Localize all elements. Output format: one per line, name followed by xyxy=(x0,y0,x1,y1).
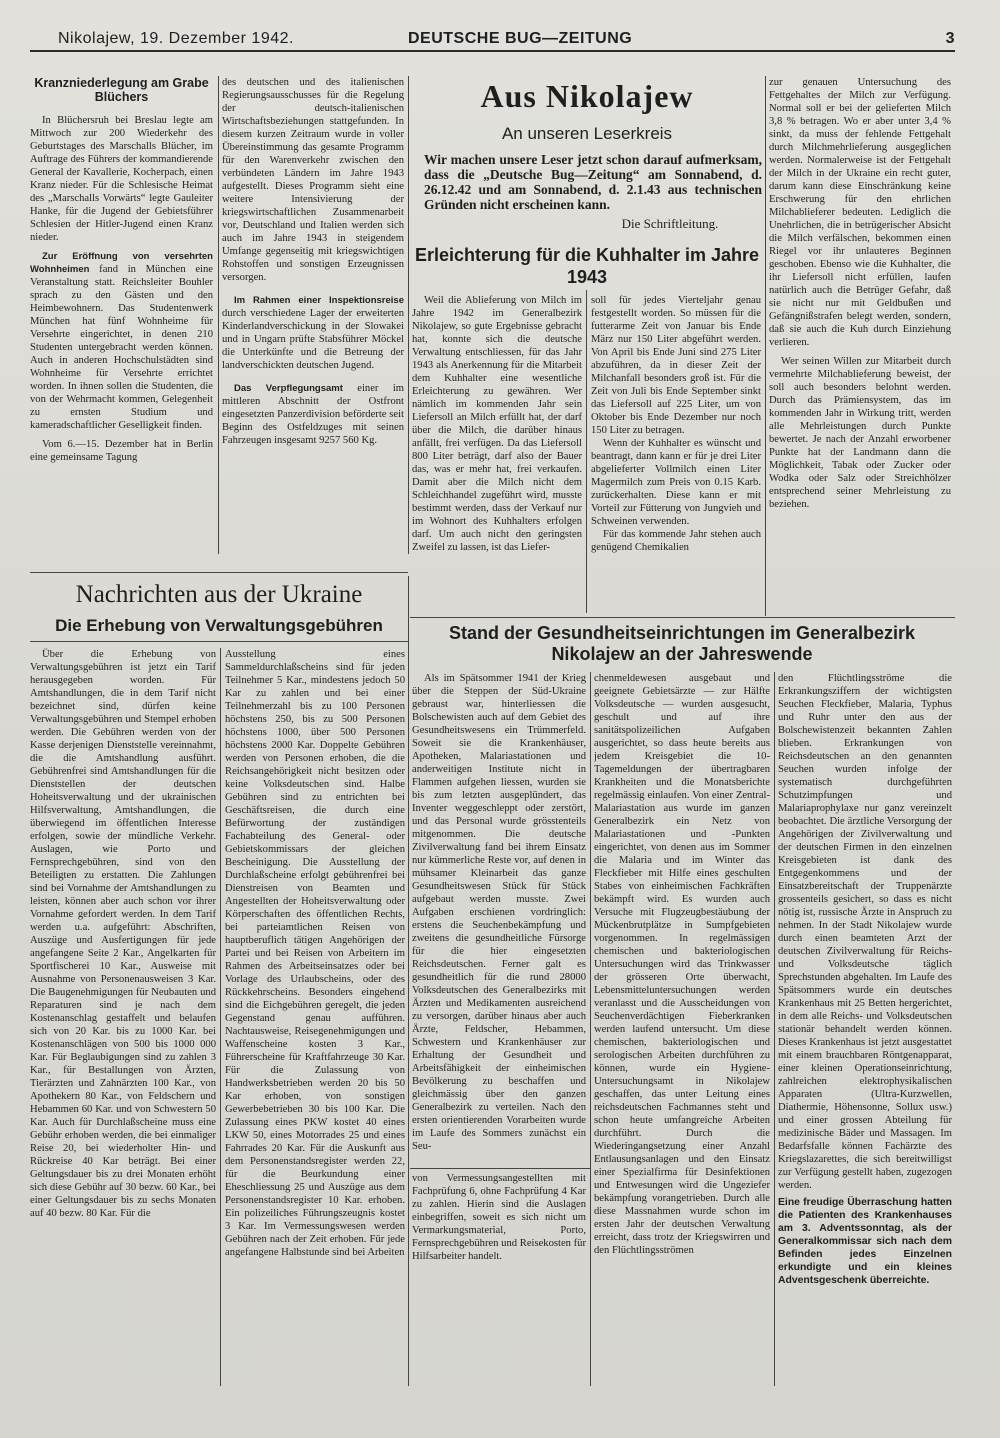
article-tagung: Vom 6.—15. Dezember hat in Berlin eine gemeinsame Tagung xyxy=(30,439,213,463)
notice-leserkreis: Wir machen unsere Leser jetzt schon darauf aufmerksam, dass die „Deutsche Bug—Zeitung“ am Sonnabend, d. 26.12.42 und am Sonnabend, d. 2.1.43 aus technischen Gründen nicht erscheinen kann. xyxy=(424,152,762,212)
kuh-column-a xyxy=(412,294,582,612)
article-rahmen: durch verschiedene Lager der erweiterten Kinderlandverschickung in der Slowakei und in Ungarn prüfte Stabsführer Möckel die Unterkünfte und die Betreung der landverschickten deutschen Jugend. xyxy=(222,308,404,371)
ukraine-column-b xyxy=(225,648,405,1386)
article-verpflegung: einer im mittleren Abschnitt der Ostfront eingesetzten Panzerdivision beförderte seit Beginn des Ostfeldzuges mit seinen Fahrzeugen insgesamt 9257 560 Kg. xyxy=(222,383,404,446)
kuh-column-b xyxy=(591,294,761,612)
ukraine-column-c xyxy=(412,1172,586,1386)
article-tagung-cont: des deutschen und des italienischen Regierungsausschusses für die Regelung der deutsch-italienischen Wirtschaftsbeziehungen stattgefunden. In diesem kurzen Zeitraum wurde in voller Übereinstimmung das gesamte Programm für den Warenverkehr zwischen den verbündeten Ländern im Jahre 1943 aufgestellt. Dieses Programm sieht eine weitere Intensivierung der kriegswirtschaftlichen Zusammenarbeit vor, Deutschland und Italien werden sich auch im Jahre 1943 in steigendem Umfange gegenseitig mit kriegswichtigen Rohstoffen und sonstigen Erzeugnissen versorgen. xyxy=(222,77,404,283)
article-health-c2: Eine freudige Überraschung hatten die Patienten des Krankenhauses am 3. Adventssonntag, als der Generalkommissar sich nach dem Befinden jedes Einzelnen erkundigte und ein kleines Adventsgeschenk überreichte. xyxy=(778,1197,952,1286)
section-title-ukraine: Nachrichten aus der Ukraine xyxy=(75,581,363,608)
section-rule xyxy=(30,641,408,642)
headline-kranz: Kranzniederlegung am Grabe Blüchers xyxy=(34,76,209,104)
section-title-aus-nikolajew: Aus Nikolajew xyxy=(480,78,694,114)
column-1 xyxy=(30,76,213,556)
article-kuh-a: Weil die Ablieferung von Milch im Jahre 1942 im Generalbezirk Nikolajew, so gute Ergebnisse gebracht hat, konnte sich die deutsche Verwaltung entschliessen, für das Jahr 1943 als Anerkennung für die Mitarbeit dem Kuhhalter eine wesentliche Erleichterung zu gewähren. Wer nämlich im kommenden Jahr sein Liefersoll an Milch erfüllt hat, der darf über die Milch, die darüber hinaus anfällt, frei verfügen. Da das Liefersoll 800 Liter beträgt, darf also der Bauer das, was er mehr hat, frei verkaufen. Damit aber die Milch nicht dem Schleichhandel zugeführt wird, musste bestimmt werden, dass der Verkauf nur im Wohnort des Kuhhalters erfolgen darf. Um auch nicht den geringsten Zweifel zu lassen, ist das Liefer- xyxy=(412,295,582,553)
column-rule xyxy=(408,76,409,554)
section-rule xyxy=(410,1168,590,1169)
newspaper-title: DEUTSCHE BUG—ZEITUNG xyxy=(408,30,633,47)
lead-verpflegung: Das Verpflegungsamt xyxy=(234,383,343,394)
article-gebuehren-c: von Vermessungsangestellten mit Fachprüfung 6, ohne Fachprüfung 4 Kar zu zahlen. Hierin sind die Auslagen einbegriffen, soweit es sich nicht um Vermarkungsmaterial, Porto, Fernsprechgebühren und Reisekosten für Hilfsarbeiter handelt. xyxy=(412,1173,586,1262)
column-rule xyxy=(218,76,219,554)
health-column-c xyxy=(778,672,952,1386)
section-rule xyxy=(30,572,408,573)
article-kuh-cont: zur genauen Untersuchung des Fettgehaltes der Milch zur Verfügung. Normal soll er bei der gelieferten Milch 3,8 % betragen. Wo er aber unter 3,4 % sinkt, da muss der fehlende Fettgehalt durch Milchmehrlieferung ausgeglichen werden. Normalerweise ist der Fettgehalt der Milch in der Ukraine ein recht guter, darum kann diese Einschränkung keine Erschwerung für den ehrlichen Milchablieferer bedeuten. Lediglich die Unehrlichen, die in betrügerischer Absicht die Milch verfälschen, bekommen einen Riegel vor ihr unlauteres Beginnen geschoben. Ebenso wie die Kuhhalter, die ihr Liefersoll nicht erfüllen, laufen natürlich auch die Betrüger Gefahr, daß sie nicht nur mit Geldbußen und Gefängnißstrafen belegt werden, sondern, daß sie auch die Kuh durch Einziehung verlieren. xyxy=(769,77,951,348)
article-health-a: Als im Spätsommer 1941 der Krieg über die Steppen der Süd-Ukraine gebraust war, hinterliessen die Bolschewisten auch auf dem Gebiet des Gesundheitswesens ein Trümmerfeld. Soweit sie die Krankenhäuser, Apotheken, Malariastationen und anderweitigen Institute nicht in Flammen aufgehen liessen, wurden sie bis zum letzten ausgeplündert, das Inventer weggeschleppt oder zerstört, und das Personal wurde grösstenteils mitgenommen. Die deutsche Zivilverwaltung fand bei ihrem Einsatz nur kümmerliche Reste vor, auf denen in mühsamer Kleinarbeit das ganze Gesundheitswesen Stück für Stück aufgebaut werden musste. Zwei Aufgaben erschienen vordringlich: erstens die Seuchenbekämpfung und zweitens die gesundheitliche Fürsorge für die hier eingesetzten Reichsdeutschen. Ferner galt es gesundheitlich für die rund 28000 Volksdeutschen des Generalbezirks mit Ärzten und Medikamenten ausreichend zu versorgen, darüber hinaus aber auch Ärzte, Feldscher, Hebammen, Schwestern und Krankenhäuser zur Erhaltung der Gesundheit und Arbeitsfähigkeit der einheimischen Bevölkerung zu beschaffen und gleichmässig über den ganzen Generalbezirk zu verteilen. Nach den ersten orientierenden Vorarbeiten wurde im Laufe des Sommers zunächst ein Seu- xyxy=(412,673,586,1152)
page-number: 3 xyxy=(945,30,955,47)
headline-kuhhalter: Erleichterung für die Kuhhalter im Jahre 1943 xyxy=(414,245,760,287)
column-rule xyxy=(590,672,591,1386)
article-praemie: Wer seinen Willen zur Mitarbeit durch vermehrte Milchablieferung beweist, der soll auch besonders belohnt werden. Durch das Prämiensystem, das im kommenden Jahr in Wirkung tritt, werden alle Mehrleistungen durch Punkte bewertet. Je nach der Anzahl erworbener Punkte hat der Landmann dann die Möglichkeit, Tabak oder Zucker oder Wodka oder Salz oder Streichhölzer entsprechend seiner Mehrleistung zu beziehen. xyxy=(769,356,951,510)
column-rule xyxy=(220,648,221,1386)
column-rule xyxy=(586,290,587,613)
column-5 xyxy=(769,76,951,614)
article-health-c: den Flüchtlingsströme die Erkrankungsziffern der wichtigsten Seuchen Fleckfieber, Malaria, Typhus und Ruhr unter den aus der Bolschewistenzeit bekannten Zahlen blieben. Erkrankungen von Reichsdeutschen an den genannten Seuchen wurden infolge der systematisch durchgeführten Schutzimpfungen und Malariaprophylaxe nur ganz vereinzelt beobachtet. Die ärztliche Versorgung der Angehörigen der Zivilverwaltung und der deutschen Firmen in den einzelnen Kreisgebieten ist dank des Entgegenkommens und der Einsatzbereitschaft der Truppenärzte grossenteils gesichert, so dass es nicht nötig ist, russische Ärzte in Anspruch zu nehmen. In der Stadt Nikolajew wurde durch einen beamteten Arzt der deutschen Zivilverwaltung für Reichs- und Volksdeutsche täglich Sprechstunden abgehalten. Im Laufe des Spätsommers wurde ein deutsches Krankenhaus mit 25 Betten hergerichtet, in dem alle Reichs- und Volksdeutschen stationär behandelt werden können. Dieses Krankenhaus ist jetzt ausgestattet mit einem brauchbaren Röntgenapparat, einer kleinen Operationseinrichtung, zahlreichen elektrophysikalischen Apparaten (Ultra-Kurzwellen, Diathermie, Höhensonne, Sollux usw.) und einer grossen Abteilung für medizinische Bäder und Massagen. Im Bedarfsfalle können Fachärzte des Kriegslazarettes, die sich bereitwilligst zur Verfügung gestellt haben, zugezogen werden. xyxy=(778,673,952,1191)
column-rule xyxy=(765,76,766,616)
article-wohnheime: fand in München eine Veranstaltung statt. Reichsleiter Bouhler sprach zu den Gästen und den Heimbewohnern. Das Studentenwerk München hat fünf Wohnheime für Versehrte eingerichtet, in denen 210 Studenten untergebracht werden können. Auch in anderen Hochschulstädten sind Wohnheime für Versehrte errichtet worden. In ihnen sollen die Studenten, die von der Wehrmacht kommen, Gelegenheit zu ernsten Studium und kameradschaftlicher Geselligkeit finden. xyxy=(30,264,213,431)
column-2 xyxy=(222,76,404,556)
article-kuh-b: soll für jedes Vierteljahr genau festgestellt worden. So müssen für die futterarme Zeit von Januar bis Ende März nur 150 Liter abgeführt werden. Von April bis Ende Juni sind 275 Liter abzuführen, da in dieser Zeit der Milchanfall besonders groß ist. Für die Zeit von Juli bis Ende September sinkt das Liefersoll auf 225 Liter, um von Oktober bis Ende Dezember nur noch 150 Liter zu betragen. xyxy=(591,295,761,436)
article-kuh-b3: Für das kommende Jahr stehen auch genügend Chemikalien xyxy=(591,529,761,553)
section-rule xyxy=(410,617,955,618)
lead-rahmen: Im Rahmen einer Inspektionsreise xyxy=(234,295,404,306)
article-gebuehren-b: Ausstellung eines Sammeldurchlaßscheins sind für jeden Teilnehmer 5 Kar., mindestens jedoch 50 Kar zu zahlen und bei einer Teilnehmerzahl bis zu 100 Personen höchstens 250, bis zu 500 Personen höchstens 1000, über 500 Personen höchstens 2000 Kar. Doppelte Gebühren werden von Personen erhoben, die die Reichsangehörigkeit nicht besitzen oder keine Volksdeutschen sind. Halbe Gebühren sind zu entrichten bei Geschäftsreisen, die durch eine Befürwortung der zuständigen Fachabteilung des General- oder Gebietskommissars der gleichen Bescheinigung. Die Ausstellung der Durchlaßscheine erfolgt gebührenfrei bei Dienstreisen von Beamten und Angestellten der Hoheitsverwaltung oder Körperschaften des öffentlichen Rechts, bei parteiamtlichen Reisen von hauptberuflich tätigen Angehörigen der Partei und bei Reisen von Arbeitern im Rahmen des Arbeitseinsatzes oder bei Vorlage des Urlaubscheins, oder des Rückkehrscheins. Besonders eingehend sind die Eichgebühren geregelt, die jeden Gegenstand genau aufführen. Nachtausweise, Reisegenehmigungen und Waffenscheine kosten 3 Kar., Führerscheine für Kraftfahrzeuge 30 Kar. Für die Zulassung von Handwerksbetrieben werden 20 bis 50 Kar erhoben, von sonstigen Gewerbebetrieben 30 bis 100 Kar. Die Zulassung eines PKW kostet 40 eines LKW 50, eines Motorrades 25 und eines Fahrrades 20 Kar. Für die Auskunft aus dem Personenstandsregister werden 22, für die Beurkundung einer Eheschliessung 25 und Auszüge aus dem Personenstandsregister 10 Kar. erhoben. Ein polizeiliches Führungszeugnis kostet 3 Kar. Im Vermessungswesen werden Gebühren nach der Zeit erhoben. Für jede angefangene Halbstunde sind bei Arbeiten xyxy=(225,649,405,1258)
health-column-a xyxy=(412,672,586,1166)
ukraine-column-a xyxy=(30,648,216,1386)
article-kranz: In Blüchersruh bei Breslau legte am Mittwoch zur 200 Wiederkehr des Geburtstages des Marschalls Blücher, im Auftrage des Führers der kommandierende General der Kavallerie, Kocherpach, einen Kranz nieder. Für die Schlesische Heimat des „Marschalls Vorwärts“ legte Gauleiter Hanke, für die Jugend der Gebietsführer Schlesien der Hitler-Jugend einen Kranz nieder. xyxy=(30,115,213,243)
article-kuh-b2: Wenn der Kuhhalter es wünscht und beantragt, dann kann er für je drei Liter abgelieferter Vollmilch einen Liter Magermilch zum Preis von 0.15 Karb. zurückerhalten. Diese kann er mit Vorteil zur Fütterung von Jungvieh und Schweinen verwenden. xyxy=(591,438,761,527)
page-header xyxy=(30,30,955,52)
article-gebuehren-a: Über die Erhebung von Verwaltungsgebühren ist jetzt ein Tarif herausgegeben worden. Für Amtshandlungen, die in dem Tarif nicht bezeichnet sind, dürfen keine Verwaltungsgebühren und Stempel erhoben werden. Die Gebühren werden von der Kasse derjenigen Dienststelle vereinnahmt, die die Amtshandlung ausführt. Gebührenfrei sind Amtshandlungen für die Dienststellen der deutschen Hoheitsverwaltung und der ukrainischen Hilfsverwaltung, Amtshandlungen, die überwiegend im öffentlichen Interesse erfolgen, sowie der mündliche Verkehr. Auslagen, wie Porto und Fernsprechgebühren, sind von den Beteiligten zu erstatten. Die Zahlungen sind bei Vornahme der Amtshandlungen zu leisten, können aber auch schon vor ihrer Vornahme gefordert werden. In dem Tarif werden u.a. aufgeführt: Abschriften, Auszüge und Ausfertigungen für jede angefangene Seite 2 Kar., Angelkarten für Sportfischerei 10 Kar., Ausweise mit Ausnahme von Personenausweisen 3 Kar. Die Baugenehmigungen für Neubauten und Reparaturen sind je nach dem Kostenanschlag gestaffelt und belaufen sich von 20 Kar. bis zu 1000 Kar. bei Kostenanschlägen von 500 bis 1000 000 Kar. Für Beglaubigungen sind zu zahlen 3 Kar., für Bestallungen von Ärzten, Tierärzten und Zahnärzten 100 Kar., von Apothekern 80 Kar., von Feldschern und Hebammen 60 Kar. und von Schwestern 50 Kar. Auch für Durchlaßscheine muss eine Gebühr erhoben werden, die bei einmaliger Reise 20, bei wiederholter Hin- und Rückreise 40 Kar beträgt. Bei einer Geltungsdauer bis zu drei Monaten erhöht sich diese Gebühr auf 30 bezw. 60 Kar., bei einer Geltungsdauer bis zu sechs Monaten auf 40 bezw. 80 Kar. Für die xyxy=(30,649,216,1219)
lead-wohnheime: Zur Eröffnung von versehrten Wohnheimen xyxy=(30,251,213,275)
article-health-b: chenmeldewesen ausgebaut und geeignete Gebietsärzte — zur Hälfte Volksdeutsche — wurden ausgesucht, geschult und auf ihre sanitätspolizeilichen Aufgaben ausgerichtet, so dass heute bereits aus jedem Kreisgebiet die 10-Tagemeldungen der übertragbaren Krankheiten und die Monatsberichte regelmässig einlaufen. Von einer Zentral-Malariastation aus wurde im ganzen Generalbezirk ein Netz von Malariastationen und -Punkten eingerichtet, von denen aus im Sommer die Malaria und im Winter das Fleckfieber mit Hilfe eines geschulten Stabes von einheimischen Fachkräften bekämpft wird. Es wurden auch Versuche mit Flugzeugbestäubung der Mückenbrutplätze in Sumpfgebieten vorgenommen. In regelmässigen chemischen und bakteriologischen Untersuchungen wird das Trinkwasser der grösseren Orte überwacht, Lebensmitteluntersuchungen werden veranlasst und die Ausscheidungen von Seuchenverdächtigen Fieberkranken werden laufend untersucht. Um diese chemischen, bakteriologischen und serologischen Arbeiten durchführen zu können, wurde ein Hygiene-Untersuchungsamt in Nikolajew geschaffen, das unter Leitung eines reichsdeutschen Fachmannes steht und schon heute umfangreiche Arbeiten durchführt. Durch die Wiederingangsetzung einer Anzahl Entlausungsanlagen und den Einsatz einer Spezialfirma für Desinfektionen und Entwesungen wird die Ungeziefer bekämpfung vorangetrieben. Durch alle diese Massnahmen wurde schon im ersten Jahr der deutschen Verwaltung erreicht, dass trotz der Kriegswirren und den Flüchtlingsströmen xyxy=(594,673,770,1256)
health-column-b xyxy=(594,672,770,1386)
column-rule xyxy=(774,672,775,1386)
notice-signature: Die Schriftleitung. xyxy=(621,216,719,231)
column-rule xyxy=(408,576,409,1386)
headline-gebuehren: Die Erhebung von Verwaltungsgebühren xyxy=(55,616,383,635)
dateline: Nikolajew, 19. Dezember 1942. xyxy=(58,30,294,47)
subtitle-leserkreis: An unseren Leserkreis xyxy=(501,124,673,143)
headline-gesundheit: Stand der Gesundheitseinrichtungen im Generalbezirk Nikolajew an der Jahreswende xyxy=(448,623,916,664)
